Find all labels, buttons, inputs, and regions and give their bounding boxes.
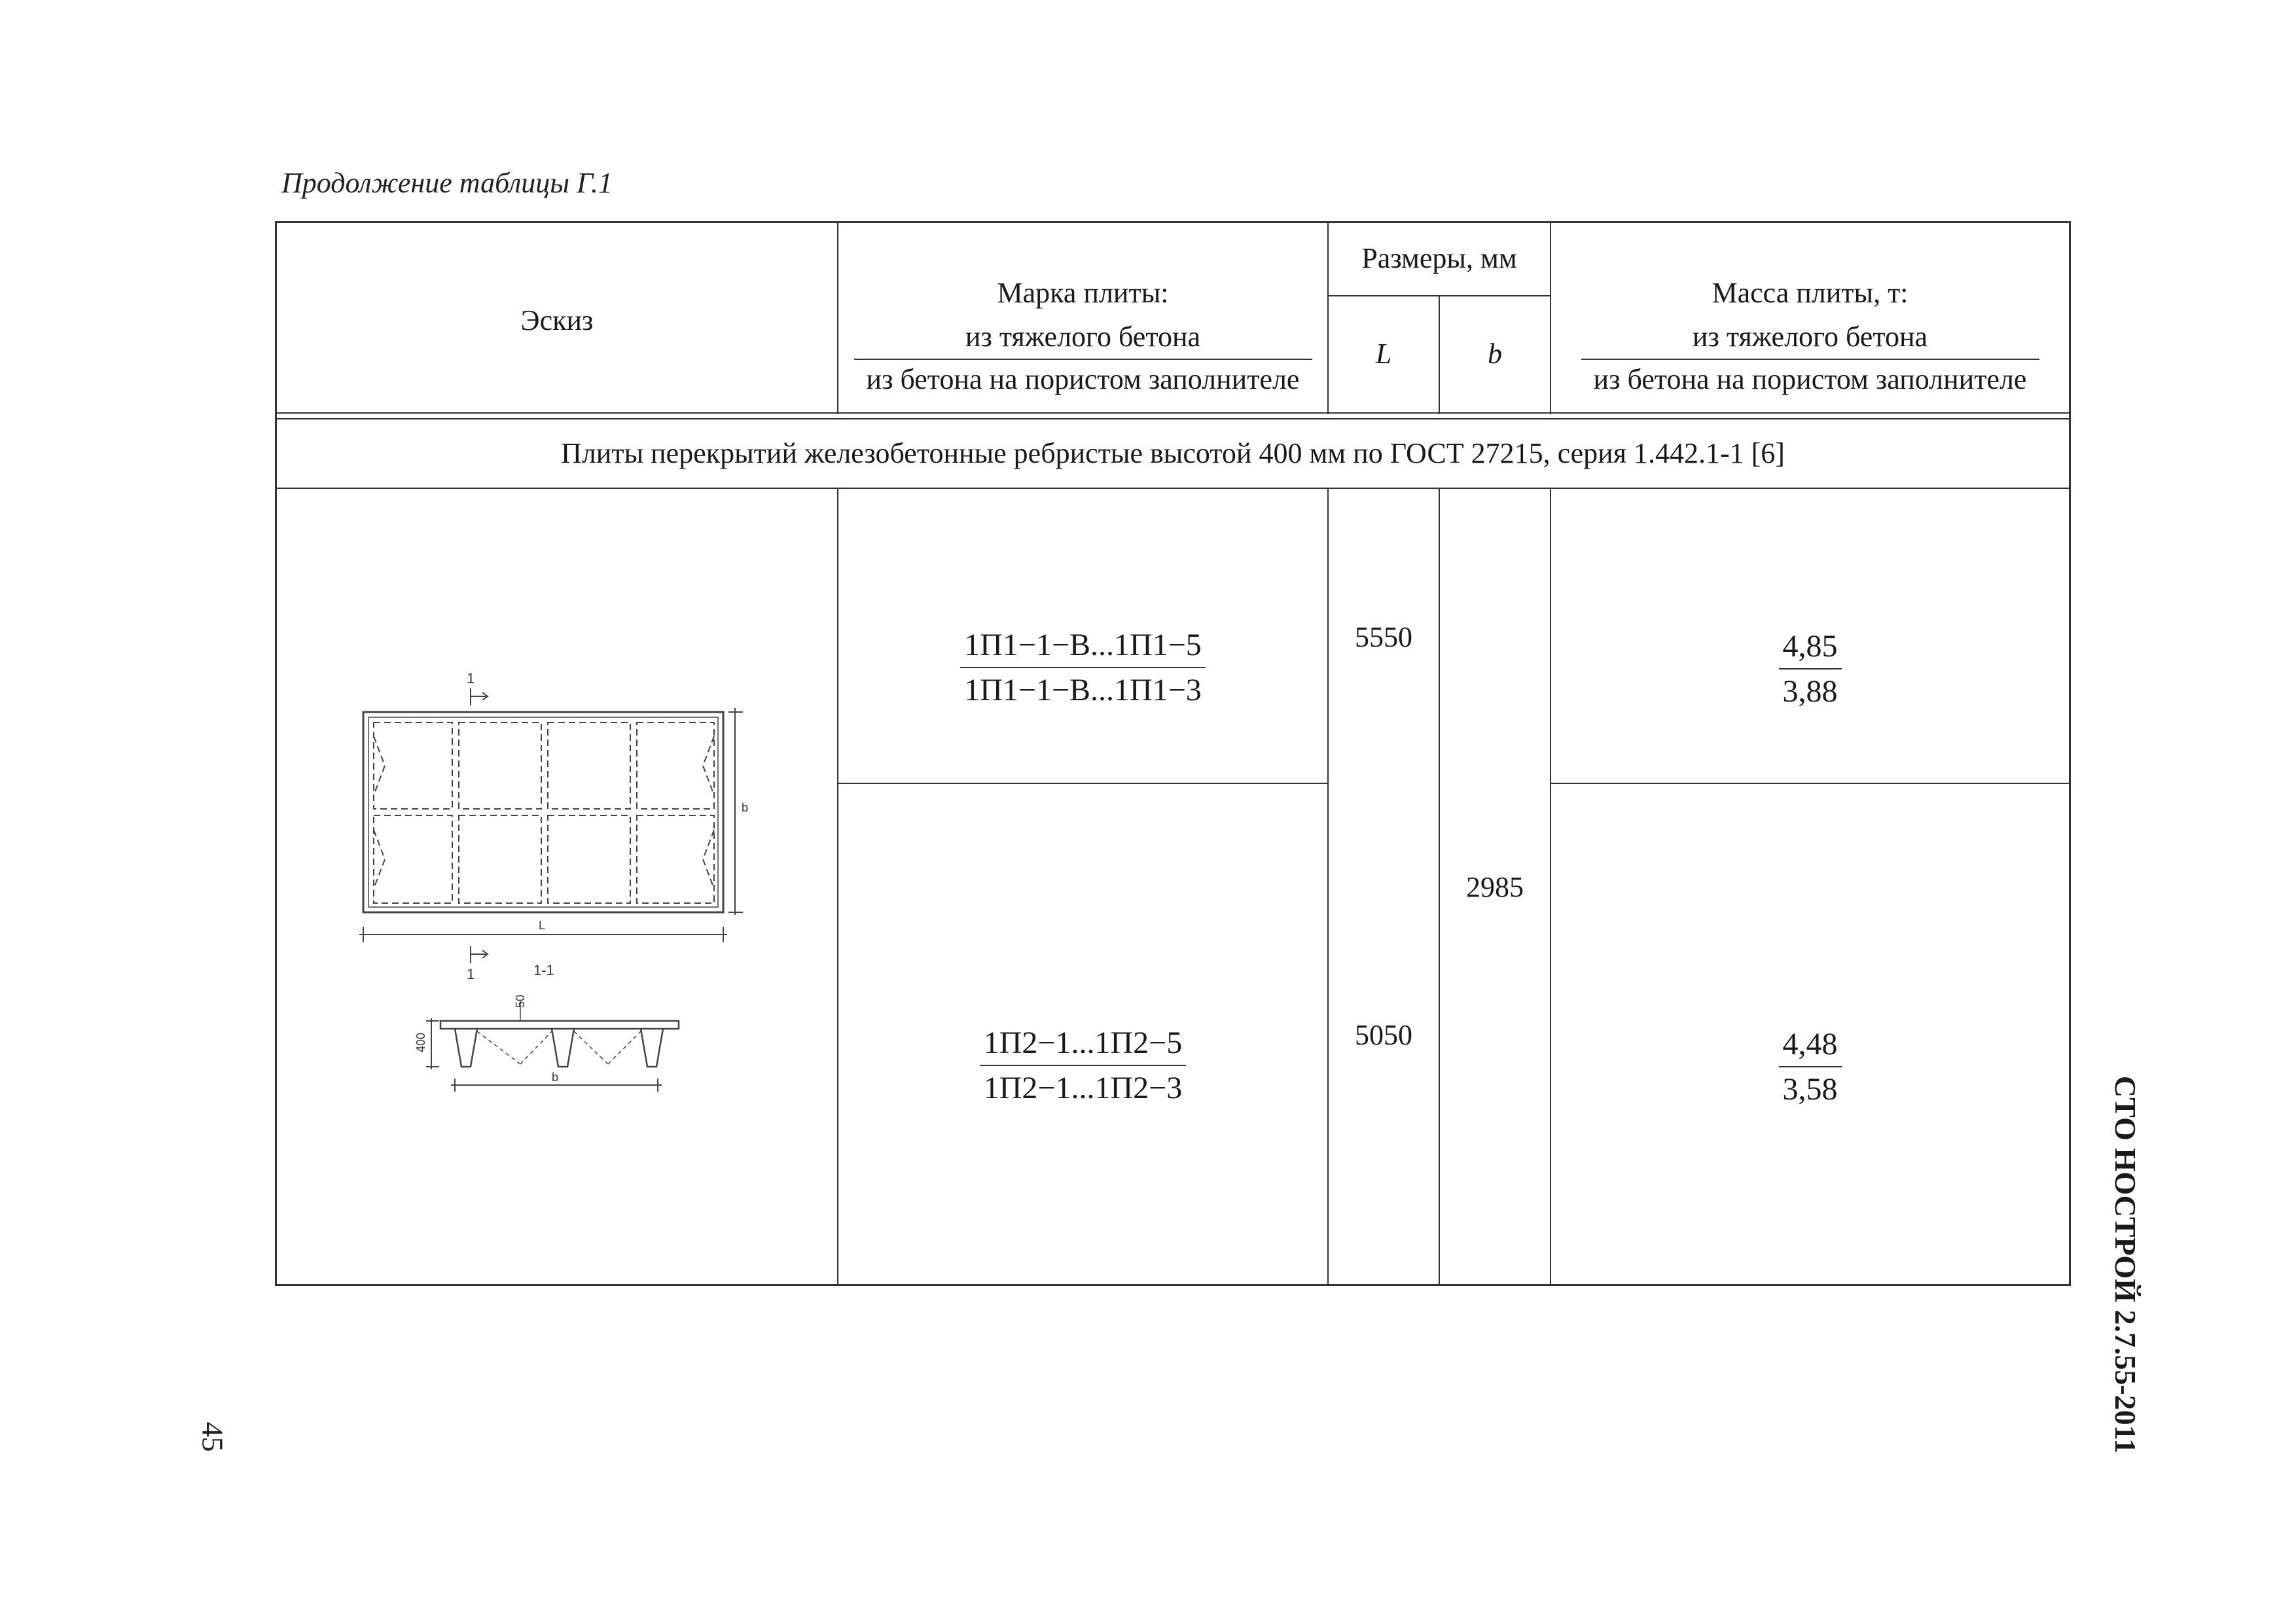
row1-mass-heavy: 4,85 [1779, 628, 1842, 669]
header-mass [1551, 276, 2069, 396]
header-mass-title: Масса плиты, т: [1712, 277, 1909, 309]
section-title: Плиты перекрытий железобетонные ребристые высотой 400 мм по ГОСТ 27215, серия 1.442.1-1 [6] [561, 437, 1785, 469]
sketch-section-marker-bottom: 1 [467, 966, 475, 982]
header-mass-porous: из бетона на пористом заполнителе [1593, 363, 2027, 395]
row2-mark-heavy: 1П2−1...1П2−5 [980, 1025, 1186, 1066]
slab-sketch [277, 654, 837, 1126]
row1-mass-porous: 3,88 [1782, 674, 1838, 709]
row2-mark-porous: 1П2−1...1П2−3 [983, 1071, 1183, 1105]
header-mark-porous: из бетона на пористом заполнителе [866, 363, 1300, 395]
sketch-height-400: 400 [414, 1032, 427, 1052]
page-number-text: 45 [196, 1421, 230, 1452]
sketch-dim-b: b [742, 801, 749, 814]
page-number [183, 1407, 242, 1466]
row1-mark [838, 627, 1327, 708]
document-code [2087, 1055, 2165, 1474]
sketch-dim-L: L [539, 919, 546, 932]
row1-mark-heavy: 1П1−1−В...1П1−5 [960, 627, 1206, 668]
shared-width-b: 2985 [1466, 871, 1524, 903]
row2-mark [838, 1025, 1327, 1106]
table-caption: Продолжение таблицы Г.1 [281, 167, 613, 199]
sketch-section-marker-top: 1 [467, 670, 475, 687]
row2-length: 5050 [1355, 1019, 1412, 1051]
header-dimensions: Размеры, мм [1361, 242, 1517, 275]
header-mark-title: Марка плиты: [997, 277, 1169, 309]
header-dim-b: b [1488, 338, 1502, 370]
header-mark [838, 276, 1327, 396]
row2-mass [1551, 1026, 2069, 1107]
row1-mass [1551, 628, 2069, 709]
sketch-section-dim-b: b [552, 1071, 559, 1084]
row1-length: 5550 [1355, 621, 1412, 653]
header-mass-heavy: из тяжелого бетона [1692, 321, 1928, 353]
header-sketch: Эскиз [520, 304, 594, 336]
document-code-text: СТО НОСТРОЙ 2.7.55-2011 [2109, 1075, 2143, 1454]
row2-mass-heavy: 4,48 [1779, 1026, 1842, 1067]
row1-mark-porous: 1П1−1−В...1П1−3 [964, 673, 1202, 707]
sketch-section-name: 1-1 [533, 962, 554, 978]
row2-mass-porous: 3,58 [1782, 1072, 1838, 1107]
header-dim-L: L [1375, 338, 1392, 370]
header-mark-heavy: из тяжелого бетона [965, 321, 1201, 353]
sketch-thickness-50: 50 [514, 994, 527, 1008]
